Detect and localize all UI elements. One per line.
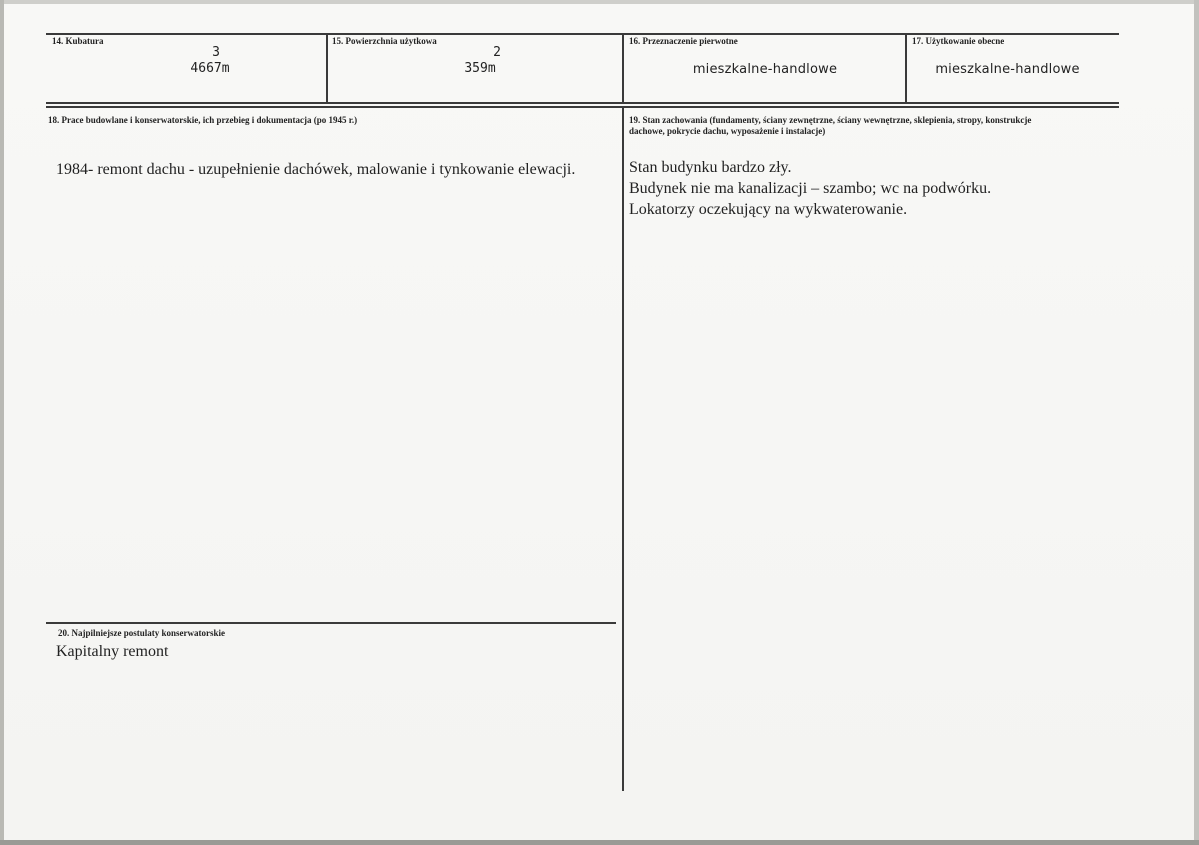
stan-line-3: Lokatorzy oczekujący na wykwaterowanie. [629, 201, 908, 218]
row-18-19-top-border [46, 106, 1119, 108]
powierzchnia-value: 359m [464, 61, 496, 76]
postulaty-label: 20. Najpilniejsze postulaty konserwatorskie [58, 628, 225, 638]
card-edge-left [0, 0, 4, 845]
divider-16-17 [905, 33, 907, 104]
divider-15-16 [622, 33, 624, 104]
przeznaczenie-value: mieszkalne-handlowe [692, 62, 838, 77]
stan-line-2: Budynek nie ma kanalizacji – szambo; wc na podwórku. [629, 180, 992, 197]
top-row-border [46, 33, 1119, 35]
uzytkowanie-value: mieszkalne-handlowe [935, 62, 1080, 77]
card-edge-top [0, 0, 1199, 4]
prace-label: 18. Prace budowlane i konserwatorskie, ich przebieg i dokumentacja (po 1945 r.) [48, 115, 358, 125]
top-row-bottom-border [46, 102, 1119, 104]
divider-14-15 [326, 33, 328, 104]
section-20-top-border [46, 622, 616, 624]
powierzchnia-exponent: 2 [493, 45, 501, 60]
kubatura-value: 4667m [190, 61, 230, 76]
card-edge-bottom [0, 840, 1199, 845]
kubatura-label: 14. Kubatura [52, 36, 104, 46]
card-edge-right [1194, 0, 1199, 845]
stan-label-line1: 19. Stan zachowania (fundamenty, ściany zewnętrzne, ściany wewnętrzne, sklepienia, stropy, konstrukcje [629, 115, 1032, 125]
postulaty-text: Kapitalny remont [56, 643, 169, 660]
kubatura-exponent: 3 [212, 45, 220, 60]
main-column-divider [622, 106, 624, 791]
powierzchnia-label: 15. Powierzchnia użytkowa [332, 36, 437, 46]
prace-text: 1984- remont dachu - uzupełnienie dachówek, malowanie i tynkowanie elewacji. [56, 161, 576, 178]
uzytkowanie-label: 17. Użytkowanie obecne [912, 36, 1005, 46]
stan-label-line2: dachowe, pokrycie dachu, wyposażenie i instalacje) [629, 126, 826, 136]
przeznaczenie-label: 16. Przeznaczenie pierwotne [629, 36, 738, 46]
stan-line-1: Stan budynku bardzo zły. [629, 159, 792, 176]
